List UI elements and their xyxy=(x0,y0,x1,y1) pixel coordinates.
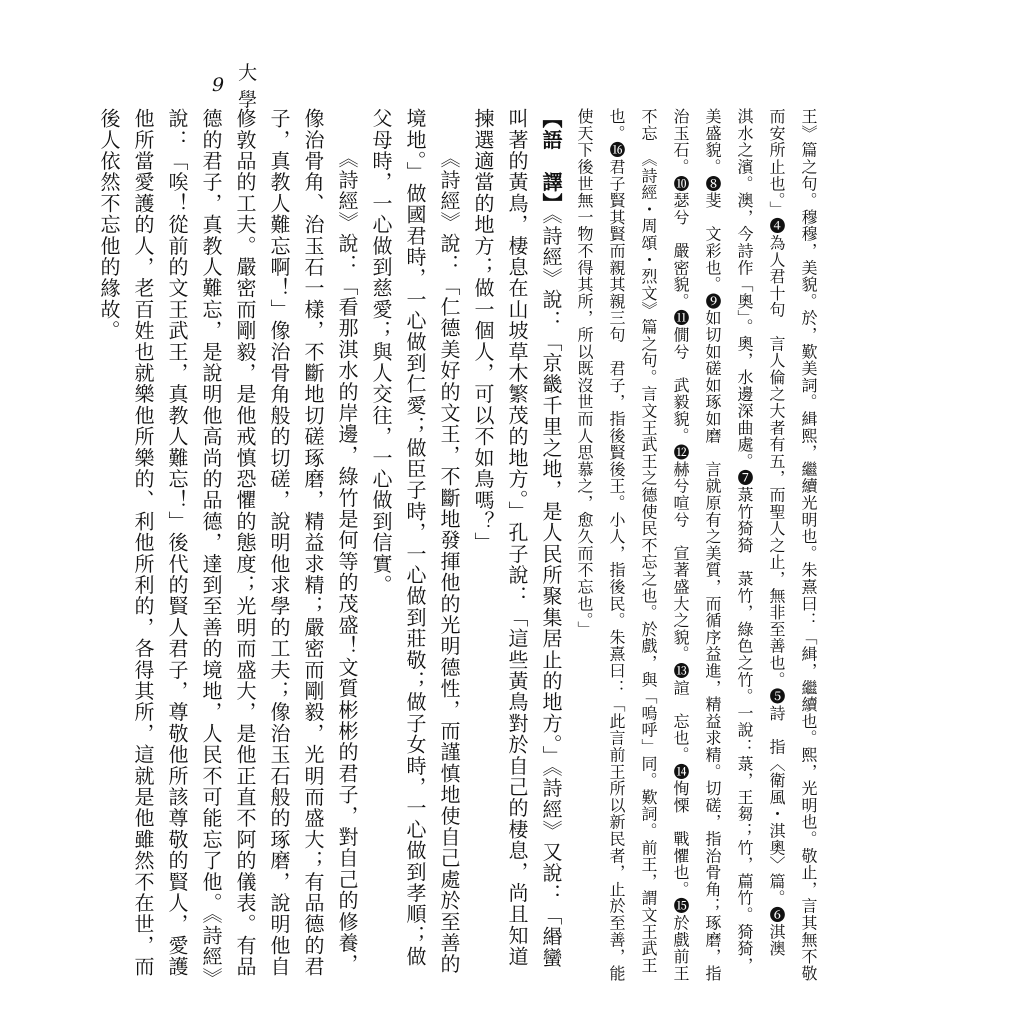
translation-section xyxy=(92,108,568,988)
translation-paragraph-2: 《詩經》說：「仁德美好的文王，不斷地發揮他的光明德性，而謹慎地使自己處於至善的境地。」做國君時，一心做到仁愛；做臣子時，一心做到莊敬；做子女時，一心做到孝順；做父母時，一心做到慈愛；與人交往，一心做到信實。 xyxy=(369,108,461,975)
translation-paragraph-3: 《詩經》說：「看那淇水的岸邊，綠竹是何等的茂盛！文質彬彬的君子，對自己的修養，像治骨角、治玉石一樣，不斷地切磋琢磨，精益求精；嚴密而剛毅，光明而盛大；有品德的君子，真教人難忘啊！」像治骨角般的切磋，說明他求學的工夫；像治玉石般的琢磨，說明他自修敦品的工夫。嚴密而剛毅，是他戒慎恐懼的態度；光明而盛大，是他正直不阿的儀表。有品德的君子，真教人難忘，是說明他高尚的品德，達到至善的境地，人民不可能忘了他。《詩經》說：「唉！從前的文王武王，真教人難忘！」後代的賢人君子，尊敬他所該尊敬的賢人，愛護他所當愛護的人，老百姓也就樂他所樂的、利他所利的，各得其所，這就是他雖然不在世，而後人依然不忘他的緣故。 xyxy=(97,108,359,979)
vertical-body-text xyxy=(97,108,824,988)
translation-paragraph-1-text: 《詩經》說：「京畿千里之地，是人民所聚集居止的地方。」《詩經》又說：「緡蠻叫著的黃鳥，棲息在山坡草木繁茂的地方。」孔子說：「這些黃鳥對於自己的棲息，尚且知道揀選適當的地方；做一個人，可以不如鳥嗎？」 xyxy=(471,108,563,969)
translation-paragraph-1 xyxy=(466,108,568,988)
page-header xyxy=(212,62,302,111)
page-number: 9 xyxy=(212,74,225,96)
translation-label: 【語 譯】 xyxy=(539,108,563,214)
running-title: 大學 xyxy=(238,62,274,111)
notes-paragraph: 王》篇之句。穆穆，美貌。於，歎美詞。緝熙，繼續光明也。朱熹曰：「緝，繼續也。熙，光明也。敬止，言其無不敬而安所止也。」❹為人君十句 言人倫之大者有五，而聖人之止，無非至善也。❺詩 指〈衛風・淇奧〉篇。❻淇澳 淇水之濱。澳，今詩作「奧」。奧，水邊深曲處。❼菉竹猗猗 菉竹，綠色之竹。一說：菉，王芻；竹，萹竹。猗猗，美盛貌。❽斐 文彩也。❾如切如磋如琢如磨 言就原有之美質，而循序益進，精益求精。切磋，指治骨角；琢磨，指治玉石。❿瑟兮 嚴密貌。⓫僩兮 武毅貌。⓬赫兮喧兮 宣著盛大之貌。⓭諠 忘也。⓮恂慄 戰懼也。⓯於戲前王不忘 《詩經・周頌・烈文》篇之句。言文王武王之德使民不忘之也。於戲，與「嗚呼」同。歎詞。前王，謂文王武王也。⓰君子賢其賢而親其親三句 君子，指後賢後王。小人，指後民。朱熹曰：「此言前王所以新民者，止於至善，能使天下後世無一物不得其所，所以既沒世而人思慕之，愈久而不忘也。」 xyxy=(575,108,818,982)
annotation-notes xyxy=(568,108,824,988)
